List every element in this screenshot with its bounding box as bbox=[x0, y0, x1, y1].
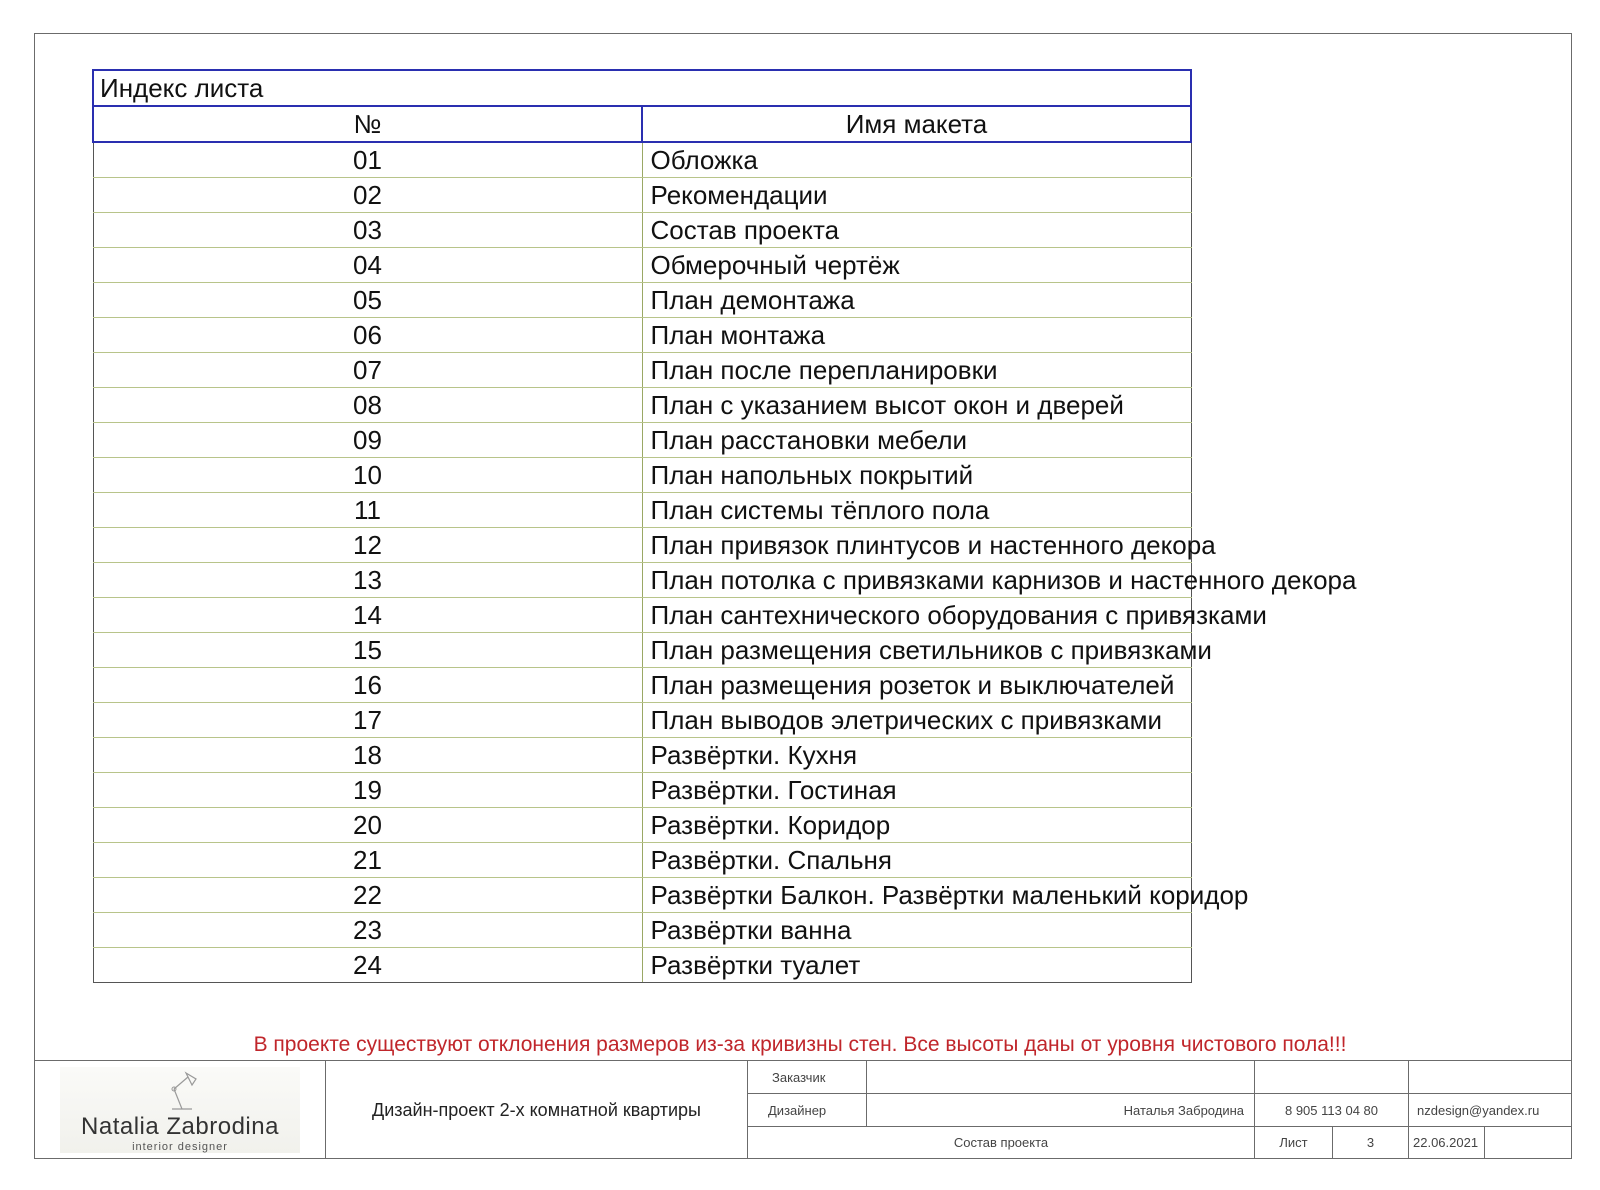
sheet-number-cell: 20 bbox=[93, 808, 642, 843]
sheet-number-cell: 17 bbox=[93, 703, 642, 738]
column-header-number: № bbox=[93, 106, 642, 142]
sheet-number-cell: 03 bbox=[93, 213, 642, 248]
sheet-number-cell: 01 bbox=[93, 142, 642, 178]
table-row bbox=[93, 353, 1191, 388]
table-row bbox=[93, 423, 1191, 458]
table-row bbox=[93, 948, 1191, 983]
sheet-name-cell: План после перепланировки bbox=[642, 353, 1191, 388]
sheet-name-cell: Развёртки туалет bbox=[642, 948, 1191, 983]
sheet-name-cell: План выводов элетрических с привязками bbox=[642, 703, 1191, 738]
sheet-name-cell: План демонтажа bbox=[642, 283, 1191, 318]
sheet-number-cell: 23 bbox=[93, 913, 642, 948]
sheet-number-cell: 08 bbox=[93, 388, 642, 423]
sheet-number-cell: 09 bbox=[93, 423, 642, 458]
table-row bbox=[93, 808, 1191, 843]
table-row bbox=[93, 388, 1191, 423]
sheet-name-cell: Развёртки. Кухня bbox=[642, 738, 1191, 773]
table-row bbox=[93, 633, 1191, 668]
sheet-number-cell: 04 bbox=[93, 248, 642, 283]
table-row bbox=[93, 563, 1191, 598]
title-block bbox=[34, 1060, 1572, 1159]
sheet-name-cell: План монтажа bbox=[642, 318, 1191, 353]
sheet-number-cell: 24 bbox=[93, 948, 642, 983]
column-header-name: Имя макета bbox=[642, 106, 1191, 142]
designer-label: Дизайнер bbox=[748, 1094, 867, 1127]
sheet-name-cell: Обложка bbox=[642, 142, 1191, 178]
sheet-name-cell: План сантехнического оборудования с привязками bbox=[642, 598, 1191, 633]
sheet-extra bbox=[1485, 1127, 1572, 1159]
sheet-number-cell: 13 bbox=[93, 563, 642, 598]
sheet-name-cell: План размещения светильников с привязками bbox=[642, 633, 1191, 668]
sheet-number-cell: 05 bbox=[93, 283, 642, 318]
sheet-number-cell: 19 bbox=[93, 773, 642, 808]
sheet-name-cell: План привязок плинтусов и настенного декора bbox=[642, 528, 1191, 563]
sheet-title: Состав проекта bbox=[748, 1127, 1255, 1159]
designer-phone: 8 905 113 04 80 bbox=[1255, 1094, 1409, 1127]
sheet-number-cell: 22 bbox=[93, 878, 642, 913]
table-row bbox=[93, 773, 1191, 808]
sheet-number-cell: 10 bbox=[93, 458, 642, 493]
sheet-name-cell: План с указанием высот окон и дверей bbox=[642, 388, 1191, 423]
table-row bbox=[93, 738, 1191, 773]
sheet-name-cell: План потолка с привязками карнизов и настенного декора bbox=[642, 563, 1191, 598]
sheet-number-cell: 06 bbox=[93, 318, 642, 353]
sheet-number-cell: 15 bbox=[93, 633, 642, 668]
table-row bbox=[93, 178, 1191, 213]
sheet-name-cell: Состав проекта bbox=[642, 213, 1191, 248]
customer-extra-1 bbox=[1255, 1061, 1409, 1094]
sheet-name-cell: План размещения розеток и выключателей bbox=[642, 668, 1191, 703]
deviation-notice: В проекте существуют отклонения размеров из-за кривизны стен. Все высоты даны от уровня чистового пола!!! bbox=[253, 1033, 1347, 1056]
table-row bbox=[93, 703, 1191, 738]
sheet-name-cell: Развёртки. Спальня bbox=[642, 843, 1191, 878]
customer-label: Заказчик bbox=[748, 1061, 867, 1094]
sheet-number-cell: 18 bbox=[93, 738, 642, 773]
table-header-row bbox=[93, 106, 1191, 142]
logo-name: Natalia Zabrodina bbox=[81, 1113, 279, 1140]
table-row bbox=[93, 668, 1191, 703]
sheet-name-cell: План расстановки мебели bbox=[642, 423, 1191, 458]
sheet-name-cell: План напольных покрытий bbox=[642, 458, 1191, 493]
logo-area bbox=[34, 1061, 326, 1159]
designer-logo bbox=[60, 1067, 300, 1153]
table-row bbox=[93, 913, 1191, 948]
sheet-number-cell: 11 bbox=[93, 493, 642, 528]
sheet-name-cell: Рекомендации bbox=[642, 178, 1191, 213]
sheet-index-table bbox=[92, 69, 1357, 983]
customer-value bbox=[867, 1061, 1255, 1094]
table-caption-row bbox=[93, 70, 1191, 106]
customer-extra-2 bbox=[1409, 1061, 1572, 1094]
sheet-number: 3 bbox=[1333, 1127, 1409, 1159]
table-row bbox=[93, 283, 1191, 318]
table-row bbox=[93, 528, 1191, 563]
table-row bbox=[93, 142, 1191, 178]
sheet-date: 22.06.2021 bbox=[1409, 1127, 1485, 1159]
table-row bbox=[93, 248, 1191, 283]
sheet-number-cell: 21 bbox=[93, 843, 642, 878]
table-row bbox=[93, 493, 1191, 528]
sheet-name-cell: Развёртки Балкон. Развёртки маленький коридор bbox=[642, 878, 1191, 913]
table-caption: Индекс листа bbox=[93, 70, 1191, 106]
logo-subtitle: interior designer bbox=[132, 1141, 228, 1153]
sheet-name-cell: Развёртки. Коридор bbox=[642, 808, 1191, 843]
sheet-name-cell: План системы тёплого пола bbox=[642, 493, 1191, 528]
sheet-name-cell: Обмерочный чертёж bbox=[642, 248, 1191, 283]
sheet-label: Лист bbox=[1255, 1127, 1333, 1159]
table-row bbox=[93, 843, 1191, 878]
sheet-number-cell: 12 bbox=[93, 528, 642, 563]
sheet-number-cell: 14 bbox=[93, 598, 642, 633]
sheet-number-cell: 07 bbox=[93, 353, 642, 388]
sheet-number-cell: 02 bbox=[93, 178, 642, 213]
sheet-name-cell: Развёртки ванна bbox=[642, 913, 1191, 948]
sheet-number-cell: 16 bbox=[93, 668, 642, 703]
project-title: Дизайн-проект 2-х комнатной квартиры bbox=[326, 1061, 748, 1159]
designer-name: Наталья Забродина bbox=[867, 1094, 1255, 1127]
table-row bbox=[93, 598, 1191, 633]
desk-lamp-icon bbox=[152, 1069, 212, 1113]
table-row bbox=[93, 213, 1191, 248]
table-row bbox=[93, 318, 1191, 353]
table-row bbox=[93, 458, 1191, 493]
table-row bbox=[93, 878, 1191, 913]
designer-email: nzdesign@yandex.ru bbox=[1409, 1094, 1572, 1127]
sheet-name-cell: Развёртки. Гостиная bbox=[642, 773, 1191, 808]
